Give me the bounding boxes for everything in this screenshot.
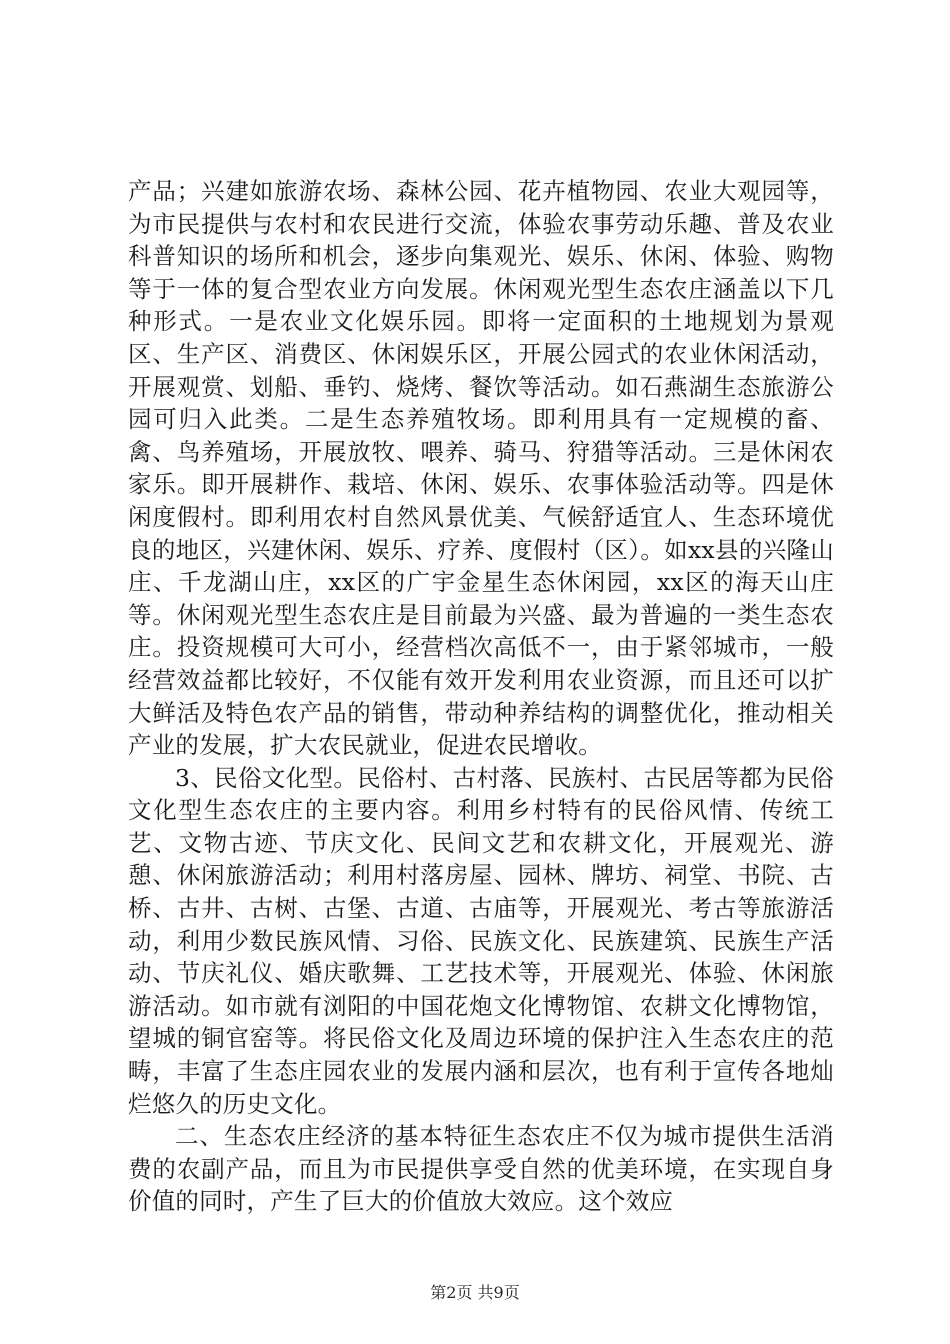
document-body [128, 175, 834, 1218]
page-footer: 第2页 共9页 [430, 1283, 520, 1302]
paragraph-3: 二、生态农庄经济的基本特征生态农庄不仅为城市提供生活消费的农副产品，而且为市民提供享受自然的优美环境，在实现自身价值的同时，产生了巨大的价值放大效应。这个效应 [128, 1122, 834, 1216]
paragraph-1: 产品；兴建如旅游农场、森林公园、花卉植物园、农业大观园等，为市民提供与农村和农民进行交流，体验农事劳动乐趣、普及农业科普知识的场所和机会，逐步向集观光、娱乐、休闲、体验、购物等于一体的复合型农业方向发展。休闲观光型生态农庄涵盖以下几种形式。一是农业文化娱乐园。即将一定面积的土地规划为景观区、生产区、消费区、休闲娱乐区，开展公园式的农业休闲活动，开展观赏、划船、垂钓、烧烤、餐饮等活动。如石燕湖生态旅游公园可归入此类。二是生态养殖牧场。即利用具有一定规模的畜、禽、鸟养殖场，开展放牧、喂养、骑马、狩猎等活动。三是休闲农家乐。即开展耕作、栽培、休闲、娱乐、农事体验活动等。四是休闲度假村。即利用农村自然风景优美、气候舒适宜人、生态环境优良的地区，兴建休闲、娱乐、疗养、度假村（区）。如xx县的兴隆山庄、千龙湖山庄，xx区的广宇金星生态休闲园，xx区的海天山庄等。休闲观光型生态农庄是目前最为兴盛、最为普遍的一类生态农庄。投资规模可大可小，经营档次高低不一，由于紧邻城市，一般经营效益都比较好，不仅能有效开发利用农业资源，而且还可以扩大鲜活及特色农产品的销售，带动种养结构的调整优化，推动相关产业的发展，扩大农民就业，促进农民增收。 [128, 177, 834, 760]
paragraph-2: 3、民俗文化型。民俗村、古村落、民族村、古民居等都为民俗文化型生态农庄的主要内容。利用乡村特有的民俗风情、传统工艺、文物古迹、节庆文化、民间文艺和农耕文化，开展观光、游憩、休闲旅游活动；利用村落房屋、园林、牌坊、祠堂、书院、古桥、古井、古树、古堡、古道、古庙等，开展观光、考古等旅游活动，利用少数民族风情、习俗、民族文化、民族建筑、民族生产活动、节庆礼仪、婚庆歌舞、工艺技术等，开展观光、体验、休闲旅游活动。如市就有浏阳的中国花炮文化博物馆、农耕文化博物馆，望城的铜官窑等。将民俗文化及周边环境的保护注入生态农庄的范畴，丰富了生态庄园农业的发展内涵和层次，也有利于宣传各地灿烂悠久的历史文化。 [128, 763, 834, 1118]
